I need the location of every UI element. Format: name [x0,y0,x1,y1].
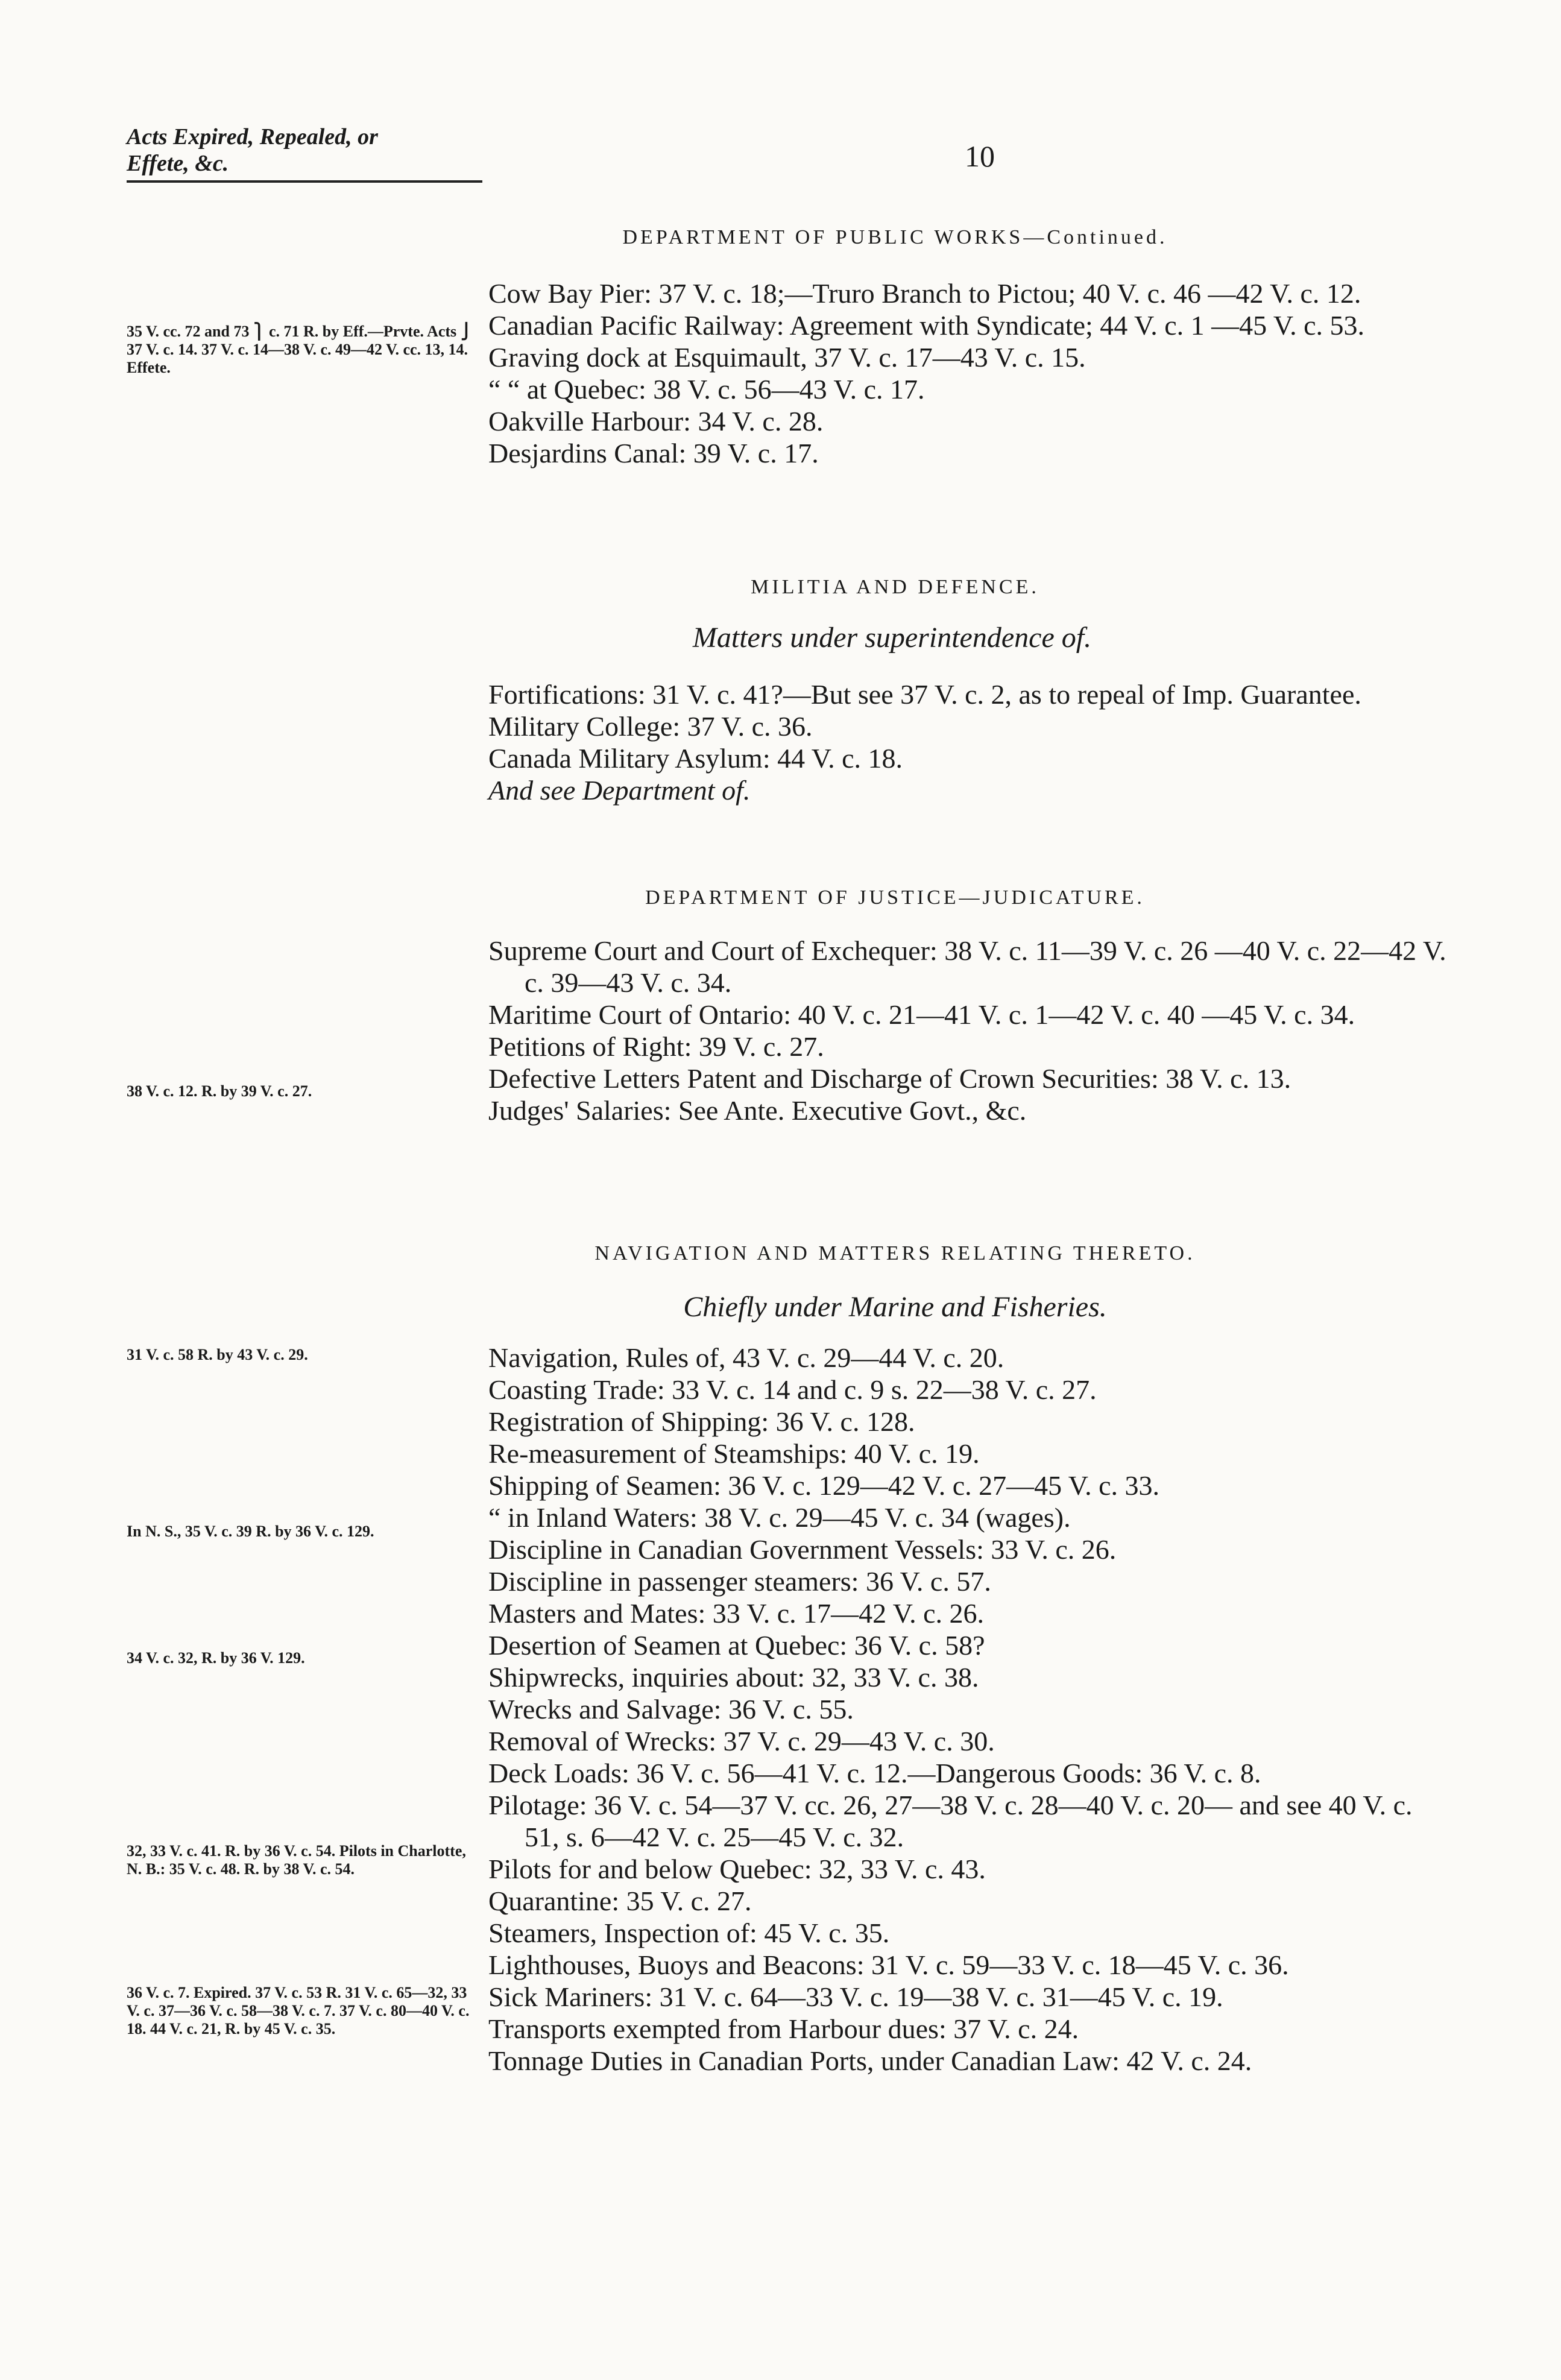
margin-heading-rule [127,180,482,183]
list-item: Defective Letters Patent and Discharge of Crown Securities: 38 V. c. 13. [488,1063,1291,1094]
list-item: Judges' Salaries: See Ante. Executive Govt., &c. [488,1095,1027,1126]
list-item: Tonnage Duties in Canadian Ports, under Canadian Law: 42 V. c. 24. [488,2045,1252,2076]
list-item: Re-measurement of Steamships: 40 V. c. 19. [488,1438,980,1469]
list-item: Shipping of Seamen: 36 V. c. 129—42 V. c. 27—45 V. c. 33. [488,1470,1159,1501]
list-item: Discipline in Canadian Government Vessels: 33 V. c. 26. [488,1534,1117,1565]
list-item: Shipwrecks, inquiries about: 32, 33 V. c. 38. [488,1662,979,1693]
public-works-entries [488,277,1453,469]
list-item: Masters and Mates: 33 V. c. 17—42 V. c. 26. [488,1598,985,1629]
list-item: Maritime Court of Ontario: 40 V. c. 21—41 V. c. 1—42 V. c. 40 —45 V. c. 34. [488,999,1355,1030]
navigation-entries [488,1342,1453,2077]
list-item: Cow Bay Pier: 37 V. c. 18;—Truro Branch to Pictou; 40 V. c. 46 —42 V. c. 12. [488,278,1361,309]
list-item: Wrecks and Salvage: 36 V. c. 55. [488,1694,854,1725]
list-item: Military College: 37 V. c. 36. [488,711,813,742]
list-item: And see Department of. [488,775,751,806]
list-item: Fortifications: 31 V. c. 41?—But see 37 V. c. 2, as to repeal of Imp. Guarantee. [488,679,1361,710]
list-item: Transports exempted from Harbour dues: 37 V. c. 24. [488,2013,1079,2044]
margin-note-navigation-4: 32, 33 V. c. 41. R. by 36 V. c. 54. Pilots in Charlotte, N. B.: 35 V. c. 48. R. by 38 V. c. 54. [127,1842,466,1878]
list-item: Sick Mariners: 31 V. c. 64—33 V. c. 19—38 V. c. 31—45 V. c. 19. [488,1981,1223,2012]
list-item: Oakville Harbour: 34 V. c. 28. [488,406,824,437]
list-item: Canada Military Asylum: 44 V. c. 18. [488,743,903,774]
justice-entries [488,935,1453,1126]
list-item: Quarantine: 35 V. c. 27. [488,1886,752,1916]
list-item: “ “ at Quebec: 38 V. c. 56—43 V. c. 17. [488,374,925,405]
list-item: Navigation, Rules of, 43 V. c. 29—44 V. c. 20. [488,1342,1004,1373]
section-title-militia: MILITIA AND DEFENCE. [751,576,1039,598]
list-item: Canadian Pacific Railway: Agreement with Syndicate; 44 V. c. 1 —45 V. c. 53. [488,310,1365,341]
list-item: Graving dock at Esquimault, 37 V. c. 17—43 V. c. 15. [488,342,1086,373]
list-item: Pilotage: 36 V. c. 54—37 V. cc. 26, 27—38 V. c. 28—40 V. c. 20— and see 40 V. c. 51, s. 6—42 V. c. 25—45 V. c. 32. [488,1790,1413,1852]
list-item: Petitions of Right: 39 V. c. 27. [488,1031,824,1062]
margin-heading [127,124,488,183]
margin-note-navigation-3: 34 V. c. 32, R. by 36 V. 129. [127,1649,305,1667]
list-item: Deck Loads: 36 V. c. 56—41 V. c. 12.—Dangerous Goods: 36 V. c. 8. [488,1758,1261,1788]
list-item: Desjardins Canal: 39 V. c. 17. [488,438,819,469]
militia-entries [488,678,1453,806]
margin-note-navigation-5: 36 V. c. 7. Expired. 37 V. c. 53 R. 31 V. c. 65—32, 33 V. c. 37—36 V. c. 58—38 V. c. 7. 37 V. c. 80—40 V. c. 18. 44 V. c. 21, R. by 45 V. c. 35. [127,1984,470,2038]
margin-note-navigation-1: 31 V. c. 58 R. by 43 V. c. 29. [127,1346,308,1363]
list-item: “ in Inland Waters: 38 V. c. 29—45 V. c. 34 (wages). [488,1502,1071,1533]
section-title-justice: DEPARTMENT OF JUSTICE—JUDICATURE. [645,886,1145,909]
margin-note-justice: 38 V. c. 12. R. by 39 V. c. 27. [127,1082,312,1100]
list-item: Pilots for and below Quebec: 32, 33 V. c. 43. [488,1854,986,1884]
list-item: Discipline in passenger steamers: 36 V. c. 57. [488,1566,991,1597]
list-item: Supreme Court and Court of Exchequer: 38 V. c. 11—39 V. c. 26 —40 V. c. 22—42 V. c. 39—43 V. c. 34. [488,935,1446,998]
section-title-public-works: DEPARTMENT OF PUBLIC WORKS—Continued. [622,226,1168,248]
margin-heading-line1: Acts Expired, Repealed, or [127,124,378,150]
margin-heading-line2: Effete, &c. [127,151,229,176]
page-number: 10 [965,139,995,173]
list-item: Removal of Wrecks: 37 V. c. 29—43 V. c. 30. [488,1726,995,1757]
margin-note-navigation-2: In N. S., 35 V. c. 39 R. by 36 V. c. 129. [127,1523,374,1540]
list-item: Lighthouses, Buoys and Beacons: 31 V. c. 59—33 V. c. 18—45 V. c. 36. [488,1949,1289,1980]
section-title-navigation: NAVIGATION AND MATTERS RELATING THERETO. [594,1242,1196,1264]
list-item: Coasting Trade: 33 V. c. 14 and c. 9 s. 22—38 V. c. 27. [488,1374,1097,1405]
subtitle-militia: Matters under superintendence of. [692,622,1092,654]
list-item: Steamers, Inspection of: 45 V. c. 35. [488,1918,890,1948]
list-item: Registration of Shipping: 36 V. c. 128. [488,1406,915,1437]
margin-note-public-works: 35 V. cc. 72 and 73 ⎫ c. 71 R. by Eff.—Prvte. Acts ⎭ 37 V. c. 14. 37 V. c. 14—38 V. c. 49—42 V. cc. 13, 14. Effete. [127,323,473,376]
subtitle-navigation: Chiefly under Marine and Fisheries. [683,1291,1107,1323]
list-item: Desertion of Seamen at Quebec: 36 V. c. 58? [488,1630,985,1661]
